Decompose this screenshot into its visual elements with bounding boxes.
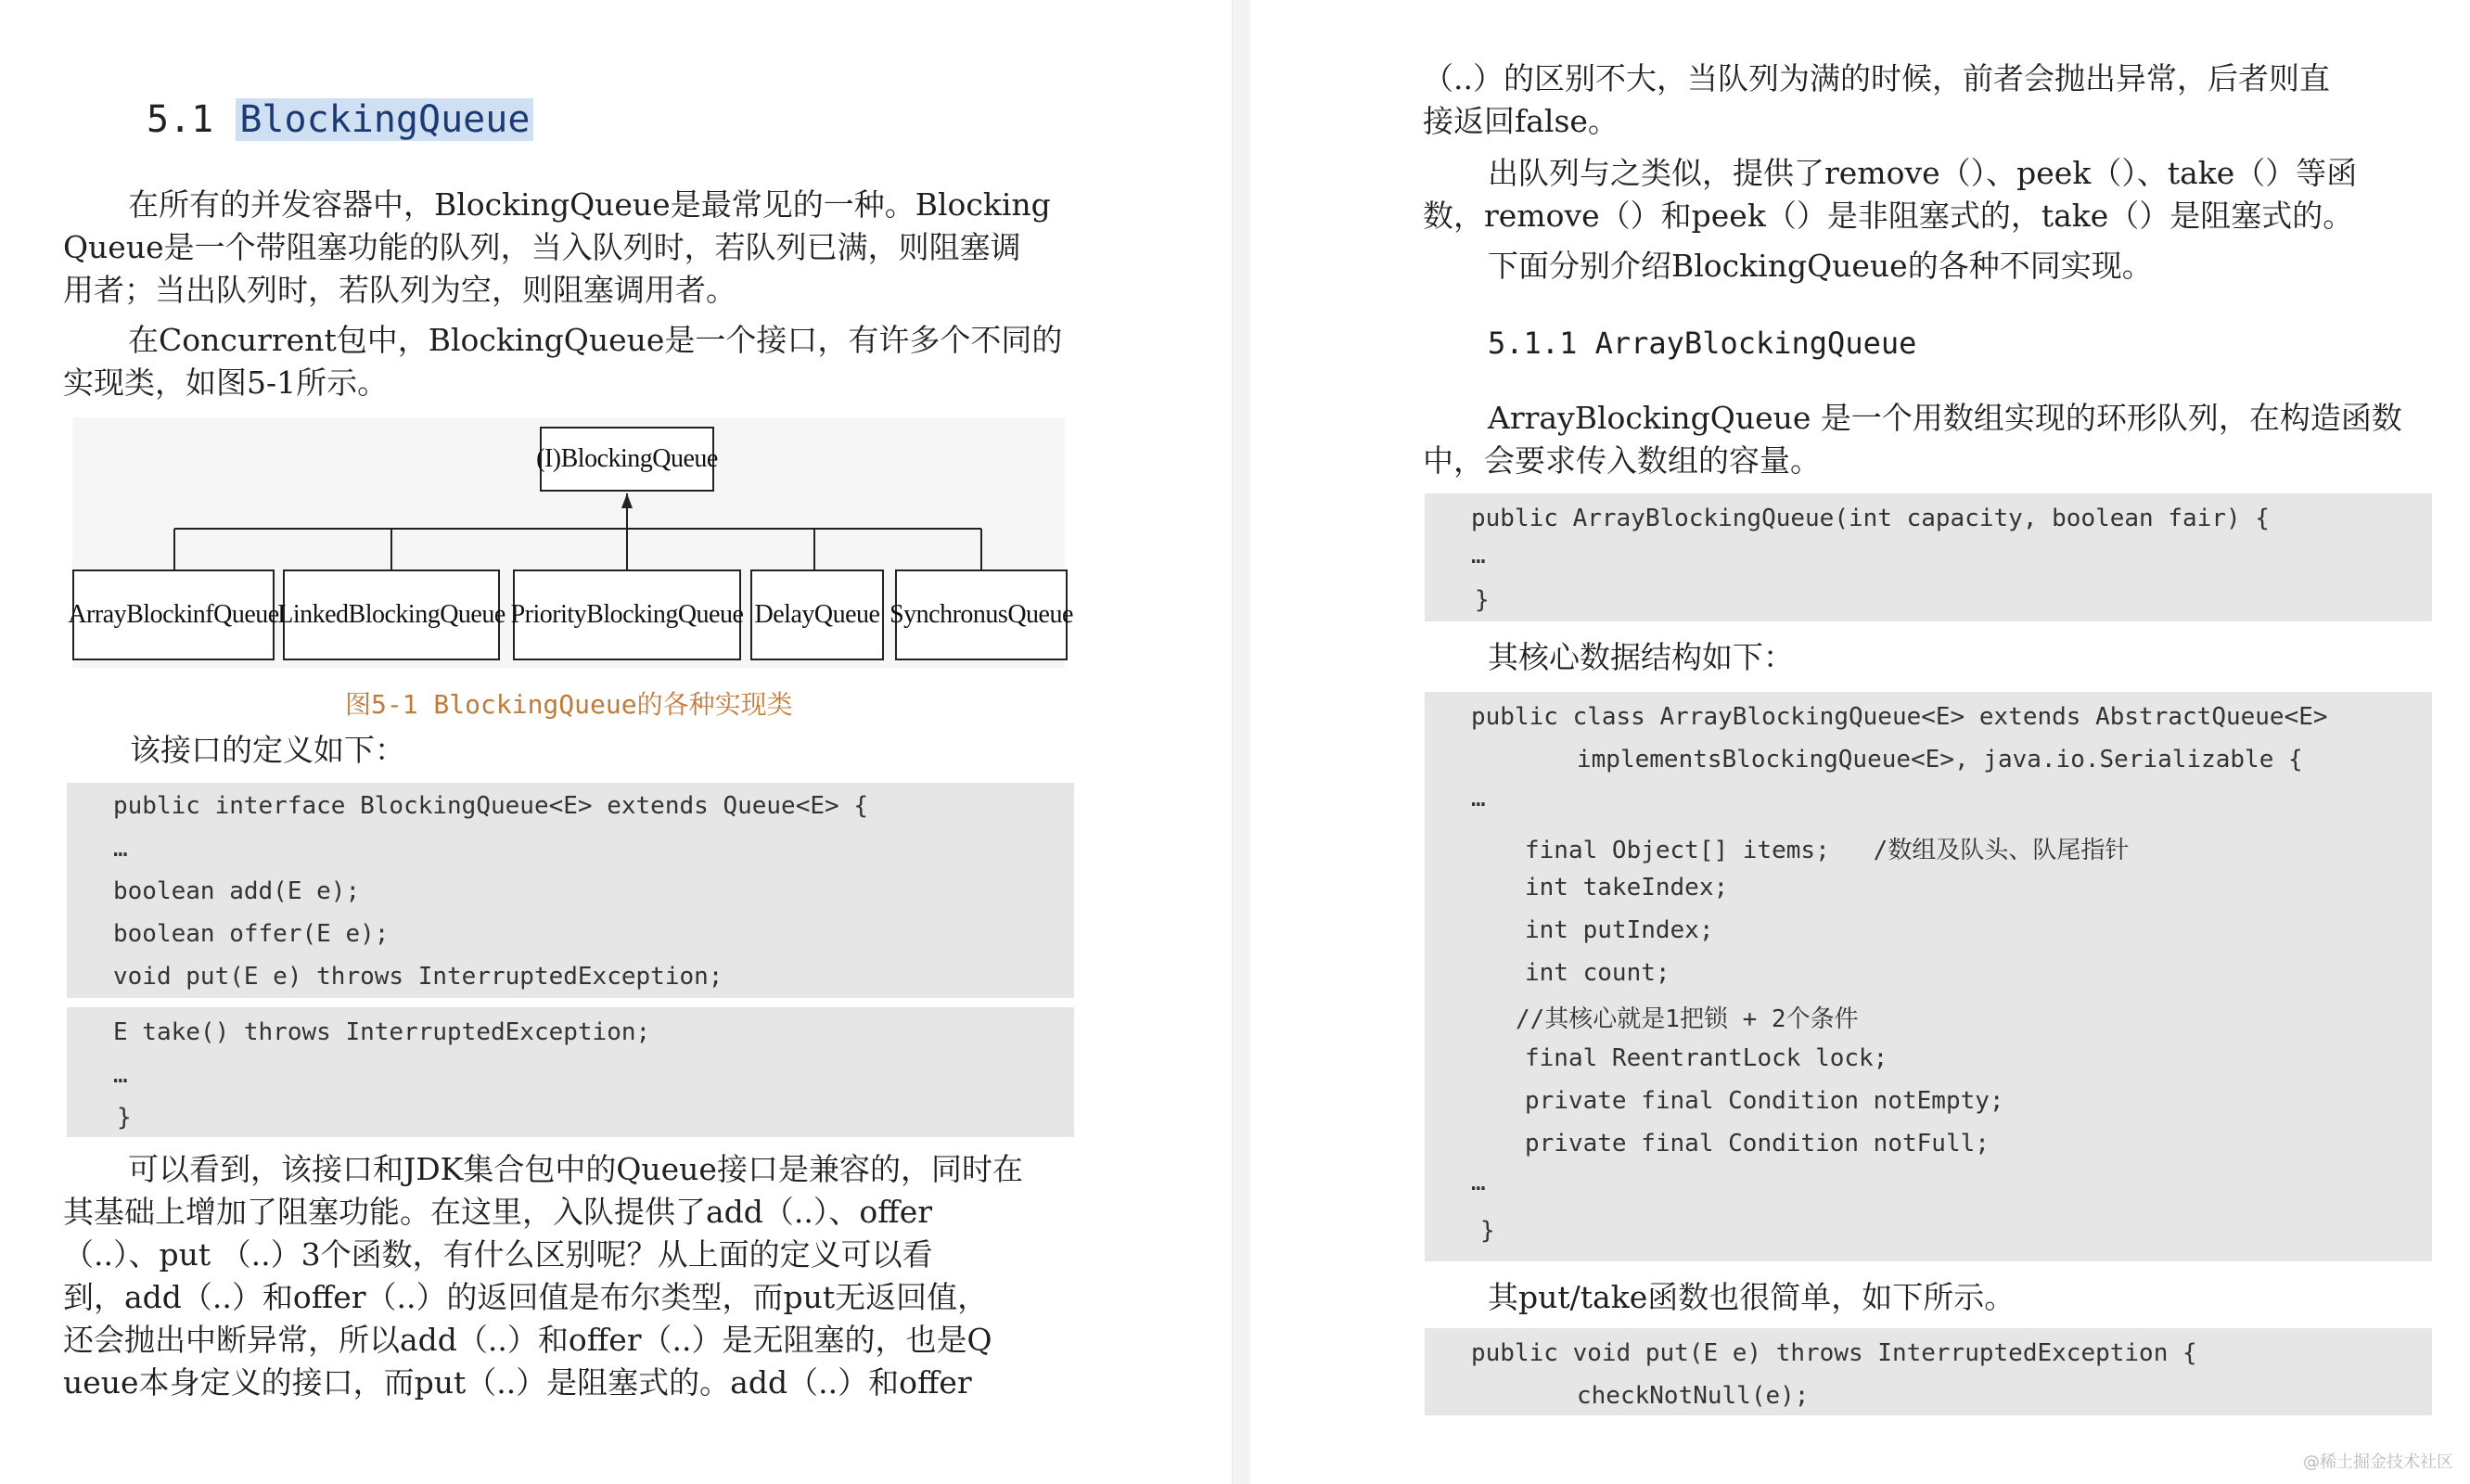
put-take-intro: 其put/take函数也很简单，如下所示。 xyxy=(1488,1279,2016,1315)
code-line: } xyxy=(117,1104,132,1132)
text-line: ArrayBlockingQueue 是一个用数组实现的环形队列，在构造函数 xyxy=(1488,400,2402,436)
code-line: public ArrayBlockingQueue(int capacity, boolean fair) { xyxy=(1471,505,2270,532)
arrow-head-icon xyxy=(621,493,633,508)
left-page xyxy=(0,0,1232,1484)
page-gutter xyxy=(1232,0,1252,1484)
figure-caption: 图5-1 BlockingQueue的各种实现类 xyxy=(345,689,793,720)
abq-paragraph xyxy=(1423,397,2425,482)
diagram-node-arrayblockingqueue: ArrayBlockinfQueue xyxy=(72,569,275,660)
text-line: 其基础上增加了阻塞功能。在这里，入队提供了add（..）、offer xyxy=(63,1194,933,1230)
code-line: boolean add(E e); xyxy=(113,877,361,905)
code-line: public void put(E e) throws InterruptedException { xyxy=(1471,1339,2197,1367)
diagram-node-synchronusqueue: SynchronusQueue xyxy=(895,569,1068,660)
text-line: 在所有的并发容器中，BlockingQueue是最常见的一种。Blocking xyxy=(128,186,1051,223)
code-line: public interface BlockingQueue<E> extends Queue<E> { xyxy=(113,792,868,820)
watermark: @稀土掘金技术社区 xyxy=(2303,1452,2453,1472)
dequeue-paragraph xyxy=(1423,152,2425,237)
text-line: （..）、put （..）3个函数，有什么区别呢？从上面的定义可以看 xyxy=(63,1236,933,1273)
code-block-take xyxy=(67,1007,1074,1137)
code-line: int count; xyxy=(1525,959,1670,987)
text-line: 数，remove（）和peek（）是非阻塞式的，take（）是阻塞式的。 xyxy=(1423,198,2354,234)
continued-paragraph xyxy=(1423,58,2425,143)
code-line: final Object[] items; /数组及队头、队尾指针 xyxy=(1525,837,2130,864)
text-line: ueue本身定义的接口，而put（..）是阻塞式的。add（..）和offer xyxy=(63,1364,972,1401)
code-block-put xyxy=(1425,1328,2432,1415)
code-line: private final Condition notEmpty; xyxy=(1525,1087,2004,1115)
code-line: public class ArrayBlockingQueue<E> extends AbstractQueue<E> xyxy=(1471,703,2328,731)
text-line: 在Concurrent包中，BlockingQueue是一个接口，有许多个不同的 xyxy=(128,322,1063,358)
next-implementations-line: 下面分别介绍BlockingQueue的各种不同实现。 xyxy=(1488,248,2153,284)
text-line: （..）的区别不大，当队列为满的时候，前者会抛出异常，后者则直 xyxy=(1423,60,2330,96)
code-line: E take() throws InterruptedException; xyxy=(113,1018,651,1046)
text-line: 接返回false。 xyxy=(1423,103,1619,139)
code-line: } xyxy=(1475,586,1490,614)
subsection-heading xyxy=(1488,323,1916,364)
code-line: … xyxy=(1471,785,1486,812)
diagram-node-delayqueue: DelayQueue xyxy=(750,569,884,660)
code-line: … xyxy=(1471,1169,1486,1196)
code-line: int putIndex; xyxy=(1525,916,1714,944)
code-line: private final Condition notFull; xyxy=(1525,1130,1990,1158)
section-title: BlockingQueue xyxy=(236,98,533,141)
diagram-root-blockingqueue: (I)BlockingQueue xyxy=(540,427,714,492)
code-block-core-structure xyxy=(1425,692,2432,1261)
diagram-node-linkedblockingqueue: LinkedBlockingQueue xyxy=(283,569,500,660)
text-line: Queue是一个带阻塞功能的队列，当入队列时，若队列已满，则阻塞调 xyxy=(63,229,1021,265)
definition-intro: 该接口的定义如下： xyxy=(130,732,405,768)
right-page xyxy=(1250,0,2470,1484)
code-line: … xyxy=(113,835,128,863)
subsection-number: 5.1.1 xyxy=(1488,326,1578,361)
text-line: 还会抛出中断异常，所以add（..）和offer（..）是无阻塞的，也是Q xyxy=(63,1322,992,1358)
diagram-node-priorityblockingqueue: PriorityBlockingQueue xyxy=(513,569,741,660)
explanation-paragraph xyxy=(63,1148,1065,1404)
code-line: implementsBlockingQueue<E>, java.io.Serializable { xyxy=(1577,746,2303,774)
text-line: 出队列与之类似，提供了remove（）、peek（）、take（）等函 xyxy=(1488,155,2358,191)
code-line: checkNotNull(e); xyxy=(1577,1382,1810,1410)
code-block-interface xyxy=(67,783,1074,998)
code-line: void put(E e) throws InterruptedException; xyxy=(113,963,723,991)
text-line: 用者；当出队列时，若队列为空，则阻塞调用者。 xyxy=(63,272,736,308)
subsection-title: ArrayBlockingQueue xyxy=(1594,326,1917,361)
text-line: 到，add（..）和offer（..）的返回值是布尔类型，而put无返回值， xyxy=(63,1279,989,1315)
text-line: 实现类，如图5-1所示。 xyxy=(63,365,389,401)
code-line: final ReentrantLock lock; xyxy=(1525,1044,1888,1072)
code-line: int takeIndex; xyxy=(1525,874,1729,902)
section-number: 5.1 xyxy=(147,98,214,141)
code-line: //其核心就是1把锁 + 2个条件 xyxy=(1516,1005,1859,1033)
code-line: … xyxy=(1471,542,1486,569)
code-line: } xyxy=(1480,1217,1495,1245)
text-line: 可以看到，该接口和JDK集合包中的Queue接口是兼容的，同时在 xyxy=(128,1151,1023,1187)
code-line: … xyxy=(113,1061,128,1089)
code-line: boolean offer(E e); xyxy=(113,920,390,948)
code-block-constructor xyxy=(1425,493,2432,621)
core-structure-intro: 其核心数据结构如下： xyxy=(1488,639,1794,675)
text-line: 中，会要求传入数组的容量。 xyxy=(1423,442,1821,479)
